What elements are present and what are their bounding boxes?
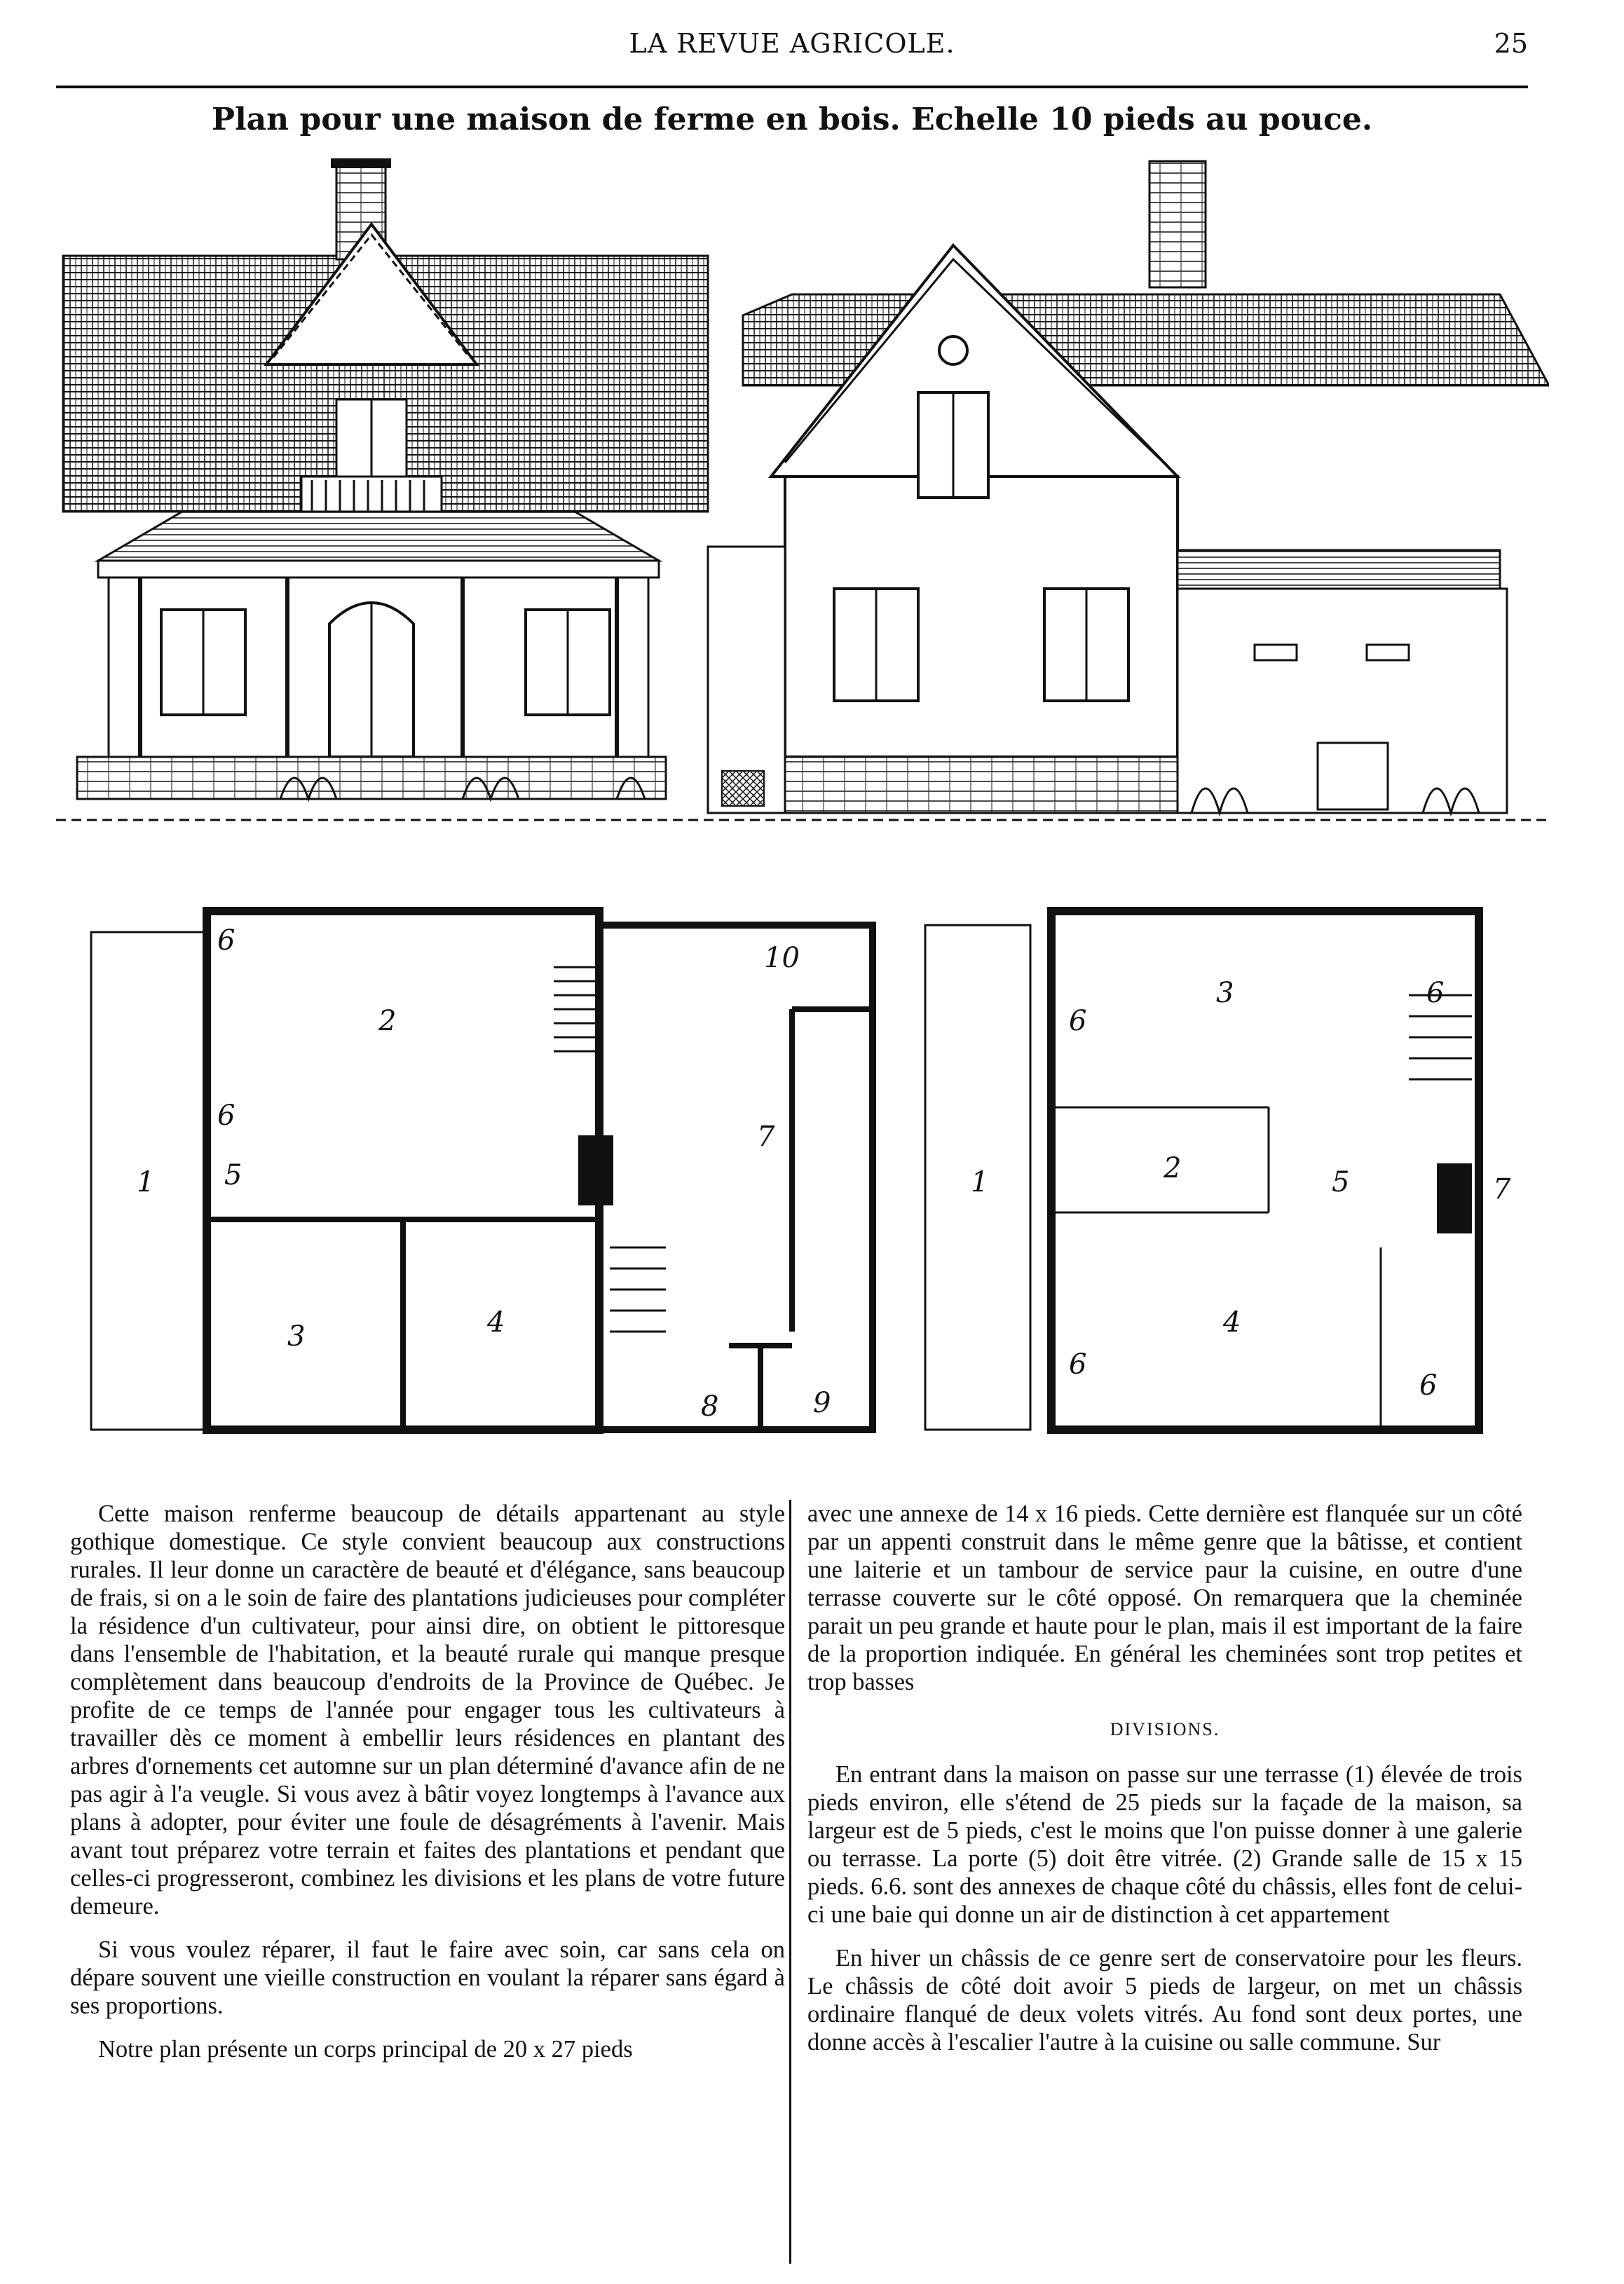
second-floor-plan [925, 911, 1511, 1430]
plan-label: 6 [217, 924, 236, 957]
plan-label: 6 [217, 1100, 236, 1132]
plan-label: 6 [1426, 977, 1445, 1009]
plan-label: 3 [287, 1320, 306, 1353]
article-paragraph: avec une annexe de 14 x 16 pieds. Cette dernière est flanquée sur un côté par un appenti construit dans le même genre que la bâtisse, et contient une laiterie et un tambour de service paur la cuisine, en outre d'une terrasse couverte sur le côté opposé. On remarquera que la cheminée parait un peu grande et haute pour le plan, mais il est important de la faire de la proportion indiquée. En général les cheminées sont trop petites et trop basses [807, 1500, 1522, 1695]
plan-label: 4 [487, 1306, 505, 1339]
article-column-right [807, 1500, 1522, 2072]
article-paragraph: Cette maison renferme beaucoup de détails appartenant au style gothique domestique. Ce style convient beaucoup aux constructions rurales. Il leur donne un caractère de beauté et d'élégance, sans beaucoup de frais, si on a le soin de faire des plantations judicieuses pour compléter la résidence d'un cultivateur, pour ainsi dire, on obtient le pittoresque dans l'ensemble de l'habitation, et la beauté rurale qui manque presque complètement dans beaucoup d'endroits de la Province de Québec. Je profite de ce temps de l'année pour engager tous les cultivateurs à travailler dès ce moment à embellir leurs résidences en plantant des arbres d'ornements cet automne sur un plan déterminé d'avance afin de ne pas agir à l'a veugle. Si vous avez à bâtir voyez longtemps à l'avance aux plans à adopter, pour éviter une foule de désagréments à l'avenir. Mais avant tout préparez votre terrain et faites des plantations et pendant que celles-ci progresseront, combinez les divisions et les plans de votre future demeure. [70, 1500, 785, 1920]
plan-label: 10 [764, 942, 800, 974]
right-wing [708, 161, 1549, 813]
plan-label: 5 [1332, 1166, 1350, 1198]
article-paragraph: Si vous voulez réparer, il faut le faire avec soin, car sans cela on dépare souvent une vieille construction en voulant la réparer sans égard à ses proportions. [70, 1936, 785, 2019]
page-number: 25 [1494, 28, 1528, 59]
article-column-left [70, 1500, 785, 2079]
column-divider [789, 1500, 791, 2264]
plan-label: 6 [1069, 1005, 1087, 1037]
plan-label: 6 [1069, 1348, 1087, 1381]
plan-label: 8 [701, 1390, 719, 1423]
floor-plans [77, 897, 1535, 1472]
article-paragraph: Notre plan présente un corps principal de 20 x 27 pieds [98, 2036, 633, 2063]
plan-label: 1 [971, 1166, 989, 1198]
plan-label: 6 [1419, 1369, 1438, 1402]
journal-title: LA REVUE AGRICOLE. [629, 28, 955, 59]
plate-title: Plan pour une maison de ferme en bois. Echelle 10 pieds au pouce. [211, 102, 1373, 137]
left-wing [63, 158, 708, 799]
plan-label: 5 [224, 1159, 243, 1191]
plan-label: 2 [378, 1005, 397, 1037]
plan-label: 4 [1223, 1306, 1241, 1339]
plan-label: 2 [1164, 1152, 1182, 1184]
first-floor-plan [91, 911, 873, 1430]
section-heading: DIVISIONS. [1110, 1719, 1220, 1739]
plan-label: 7 [1493, 1173, 1511, 1205]
plan-label: 1 [137, 1166, 155, 1198]
article-body [56, 1500, 1528, 2250]
house-elevation-drawing [56, 154, 1549, 827]
plan-label: 3 [1216, 977, 1234, 1009]
page-header [56, 28, 1528, 70]
header-rule [56, 86, 1528, 88]
plan-label: 9 [813, 1387, 831, 1419]
article-paragraph: En hiver un châssis de ce genre sert de conservatoire pour les fleurs. Le châssis de côté doit avoir 5 pieds de largeur, on met un châssis ordinaire flanqué de deux volets vitrés. Au fond sont deux portes, une donne accès à l'escalier l'autre à la cuisine ou salle commune. Sur [807, 1945, 1522, 2056]
article-paragraph: En entrant dans la maison on passe sur une terrasse (1) élevée de trois pieds environ, elle s'étend de 25 pieds sur la façade de la maison, sa largeur est de 5 pieds, c'est le moins que l'on puisse donner à une galerie ou terrasse. La porte (5) doit être vitrée. (2) Grande salle de 15 x 15 pieds. 6.6. sont des annexes de chaque côté du châssis, elles font de celui-ci une baie qui donne un air de distinction à cet appartement [807, 1761, 1522, 1928]
plan-label: 7 [757, 1121, 775, 1153]
